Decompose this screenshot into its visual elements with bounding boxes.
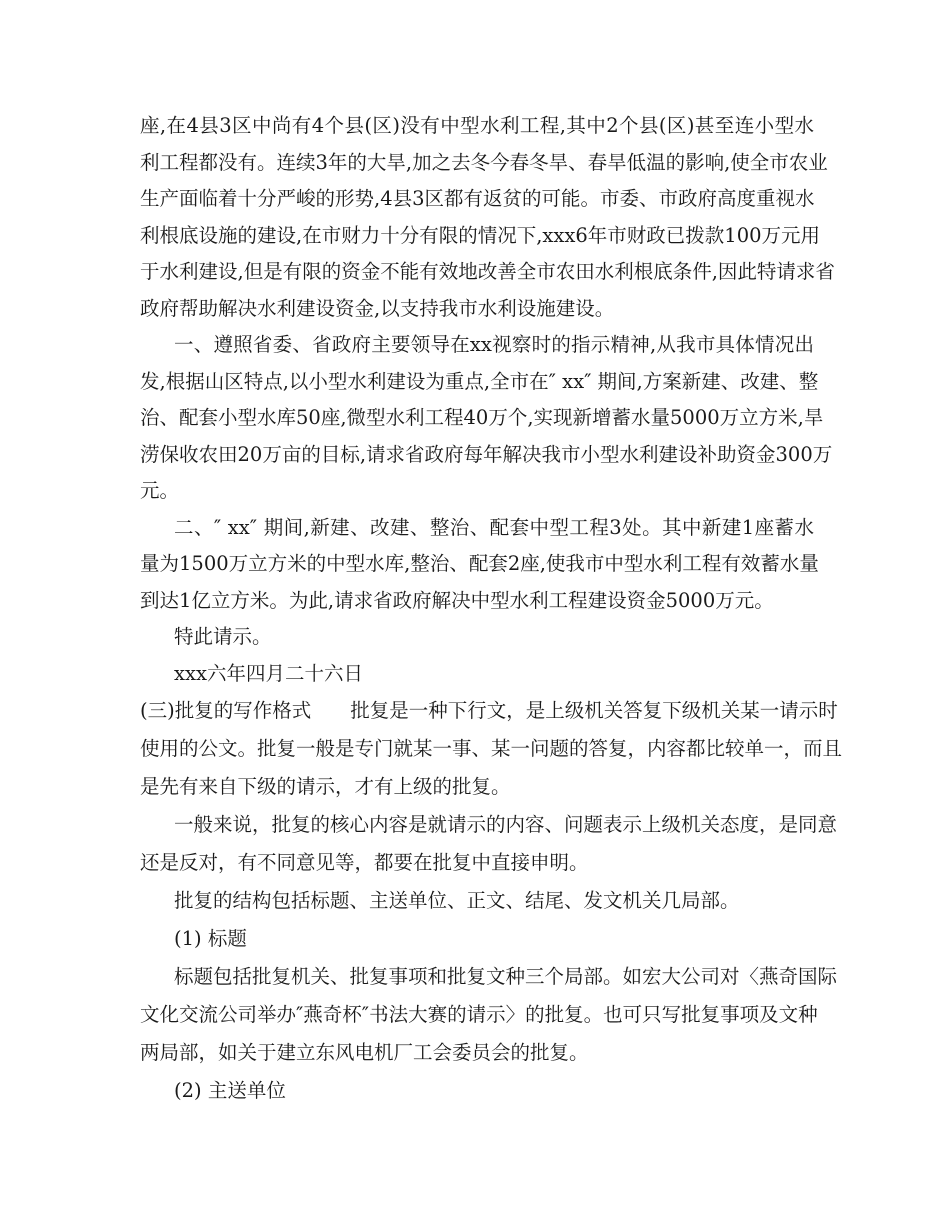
text-line: 发,根据山区特点,以小型水利建设为重点,全市在″ xx″ 期间,方案新建、改建、整 [140,369,819,393]
text-line: (三)批复的写作格式 批复是一种下行文，是上级机关答复下级机关某一请示时 [140,699,838,722]
text-line: 是先有来自下级的请示，才有上级的批复。 [140,775,511,798]
text-line: 元。 [140,479,180,502]
text-line: 一般来说，批复的核心内容是就请示的内容、问题表示上级机关态度，是同意 [174,813,838,836]
text-line: 文化交流公司举办″燕奇杯″书法大赛的请示〉的批复。也可只写批复事项及文种 [140,1003,818,1026]
text-line: 生产面临着十分严峻的形势,4县3区都有返贫的可能。市委、市政府高度重视水 [140,187,815,210]
text-line: 座,在4县3区中尚有4个县(区)没有中型水利工程,其中2个县(区)甚至连小型水 [140,114,814,137]
text-line: 于水利建设,但是有限的资金不能有效地改善全市农田水利根底条件,因此特请求省 [140,260,835,283]
text-line: 一、遵照省委、省政府主要领导在xx视察时的指示精神,从我市具体情况出 [174,333,814,356]
text-line: 涝保收农田20万亩的目标,请求省政府每年解决我市小型水利建设补助资金300万 [140,442,833,466]
text-line: 还是反对，有不同意见等，都要在批复中直接申明。 [140,851,589,874]
document-page [140,108,843,1110]
text-line: 利根底设施的建设,在市财力十分有限的情况下,xxx6年市财政已拨款100万元用 [140,223,821,247]
text-line: 利工程都没有。连续3年的大旱,加之去冬今春冬旱、春旱低温的影响,使全市农业 [140,150,828,174]
text-line: 使用的公文。批复一般是专门就某一事、某一问题的答复，内容都比较单一，而且 [140,737,843,760]
text-line: 标题包括批复机关、批复事项和批复文种三个局部。如宏大公司对〈燕奇国际 [174,965,838,988]
text-line: 政府帮助解决水利建设资金,以支持我市水利设施建设。 [140,296,615,320]
text-line: 量为1500万立方米的中型水库,整治、配套2座,使我市中型水利工程有效蓄水量 [140,552,819,575]
text-line: xxx六年四月二十六日 [174,661,363,685]
text-line: 治、配套小型水库50座,微型水利工程40万个,实现新增蓄水量5000万立方米,旱 [140,406,824,429]
text-line: 二、″ xx″ 期间,新建、改建、整治、配套中型工程3处。其中新建1座蓄水 [174,515,814,539]
text-line: (2) 主送单位 [174,1079,286,1102]
text-line: 两局部，如关于建立东风电机厂工会委员会的批复。 [140,1041,589,1064]
text-line: (1) 标题 [174,927,247,950]
text-line: 特此请示。 [174,625,272,648]
text-line: 批复的结构包括标题、主送单位、正文、结尾、发文机关几局部。 [174,889,740,912]
text-line: 到达1亿立方米。为此,请求省政府解决中型水利工程建设资金5000万元。 [140,588,774,612]
